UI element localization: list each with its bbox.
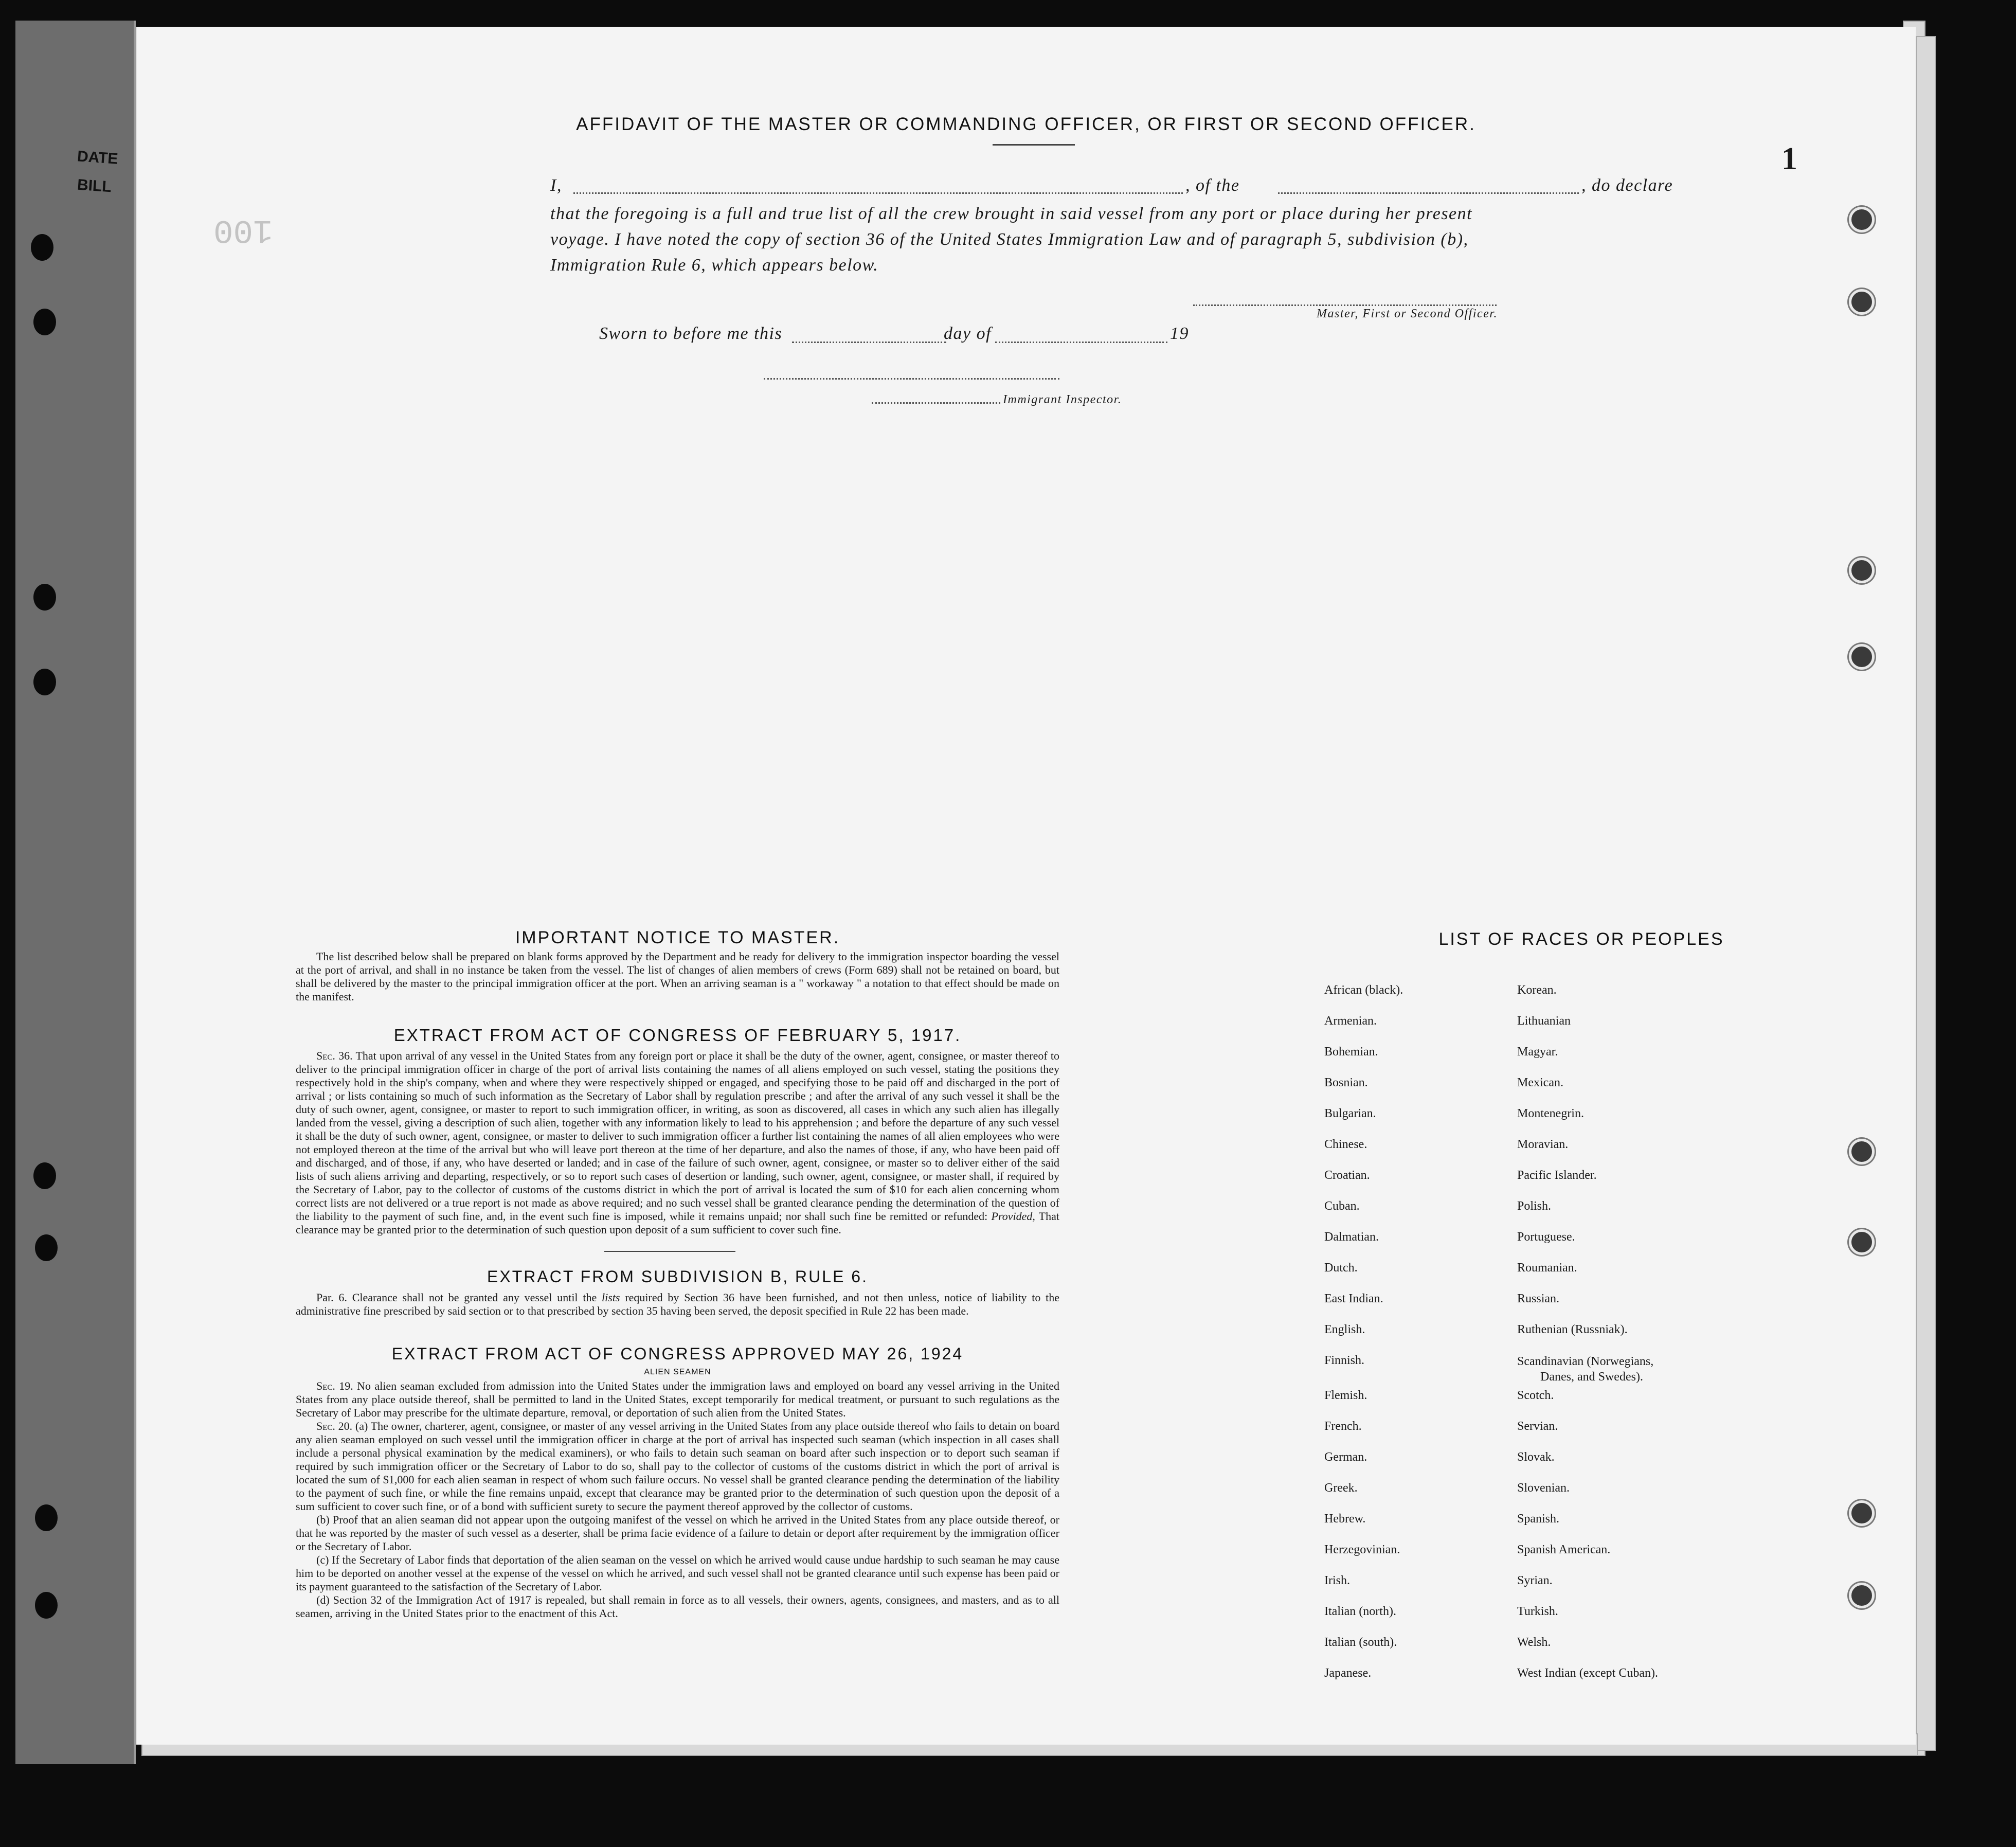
punch-hole xyxy=(33,1162,56,1189)
sworn-year: 19 xyxy=(1170,324,1189,343)
binder-ring xyxy=(1849,1583,1875,1608)
affidavit-of-the: , of the xyxy=(1185,176,1240,195)
race-item: Greek. xyxy=(1324,1481,1358,1495)
race-item: Italian (north). xyxy=(1324,1605,1396,1618)
binder-ring xyxy=(1849,289,1875,315)
month-blank xyxy=(995,342,1167,343)
race-item: Armenian. xyxy=(1324,1014,1377,1028)
punch-hole xyxy=(33,669,56,695)
race-item: Croatian. xyxy=(1324,1169,1370,1182)
punch-hole xyxy=(33,584,56,611)
binder-ring xyxy=(1849,644,1875,670)
race-item: Lithuanian xyxy=(1517,1014,1571,1028)
extract-1924-subtitle: ALIEN SEAMEN xyxy=(644,1368,711,1376)
vessel-blank xyxy=(1278,192,1579,194)
races-right-column xyxy=(1517,983,1658,1697)
punch-hole xyxy=(35,1504,58,1531)
race-item: Herzegovinian. xyxy=(1324,1543,1400,1556)
race-item: Roumanian. xyxy=(1517,1261,1577,1275)
race-item: Polish. xyxy=(1517,1199,1552,1213)
affidavit-body-2: voyage. I have noted the copy of section 36 of the United States Immigration Law and of paragraph 5, subdivision (b), xyxy=(550,230,1469,249)
punch-hole xyxy=(31,234,53,261)
race-item: Slovak. xyxy=(1517,1450,1555,1464)
affidavit-do-declare: , do declare xyxy=(1581,176,1673,195)
race-item: Cuban. xyxy=(1324,1199,1360,1213)
race-item: Welsh. xyxy=(1517,1636,1551,1649)
punch-hole xyxy=(35,1592,58,1619)
race-item: Moravian. xyxy=(1517,1138,1569,1151)
race-item: Bohemian. xyxy=(1324,1045,1378,1059)
race-item: French. xyxy=(1324,1420,1362,1433)
race-item: Magyar. xyxy=(1517,1045,1558,1059)
race-item: Montenegrin. xyxy=(1517,1107,1584,1120)
race-item: German. xyxy=(1324,1450,1367,1464)
race-item: Irish. xyxy=(1324,1574,1350,1587)
binder-strip xyxy=(15,21,136,1764)
race-item: Bosnian. xyxy=(1324,1076,1368,1089)
binder-ring xyxy=(1849,207,1875,232)
affidavit-i: I, xyxy=(550,176,562,195)
extract-rule6-text: Par. 6. Clearance shall not be granted any vessel until the lists required by Section 36 have been furnished, and not then unless, notice of liability to the administrative fine prescribed by said section or to that prescribed by section 35 having been served, the deposit specified in Rule 22 has been made. xyxy=(296,1291,1060,1317)
race-item: Slovenian. xyxy=(1517,1481,1570,1495)
race-item: Spanish. xyxy=(1517,1512,1560,1526)
race-item: Dutch. xyxy=(1324,1261,1358,1275)
notice-text: The list described below shall be prepared on blank forms approved by the Department and be ready for delivery to the immigration inspector boarding the vessel at the port of arrival, and shall in no instance be taken from the vessel. The list of changes of alien members of crews (Form 689) shall not be retained on board, but shall be delivered by the master to the principal immigration officer at the port. When an arriving seaman is a " workaway " a notation to that effect should be made on the manifest. xyxy=(296,950,1059,1003)
race-item: Chinese. xyxy=(1324,1138,1367,1151)
form-page xyxy=(136,27,1916,1745)
extract-1917-title: EXTRACT FROM ACT OF CONGRESS OF FEBRUARY 5, 1917. xyxy=(393,1026,962,1045)
binder-ring xyxy=(1849,1139,1875,1164)
punch-hole xyxy=(35,1234,58,1261)
race-item: Korean. xyxy=(1517,983,1557,997)
inspector-label: Immigrant Inspector. xyxy=(1003,393,1122,406)
signature-blank xyxy=(1193,304,1497,306)
race-item: Italian (south). xyxy=(1324,1636,1397,1649)
race-item: Portuguese. xyxy=(1517,1230,1575,1244)
extract-1917-text: Sec. 36. That upon arrival of any vessel in the United States from any foreign port or place it shall be the duty of the owner, agent, consignee, or master thereof to deliver to the principal immigration officer in charge of the port of arrival lists containing the names of all aliens employed on such vessel, stating the positions they respectively hold in the ship's company, when and where they were respectively shipped or engaged, and specifying those to be paid off and discharged in the port of arrival ; or lists containing so much of such information as the Secretary of Labor shall by regulation prescribe ; and after the arrival of any such vessel it shall be the duty of such owner, agent, consignee, or master to report to such immigration officer, in writing, as soon as discovered, all cases in which any such alien has illegally landed from the vessel, giving a description of such alien, together with any information likely to lead to his apprehension ; and before the departure of any such vessel it shall be the duty of such owner, agent, consignee, or master to deliver to such immigration officer a further list containing the names of all alien employees who were not employed thereon at the time of the arrival but who will leave port thereon at the time of her departure, and also the names of those, if any, who have been paid off and discharged, and of those, if any, who have deserted or landed; and in case of the failure of such owner, agent, consignee, or master so to deliver either of the said lists of such aliens arriving and departing, respectively, or so to report such cases of desertion or landing, such owner, agent, consignee, or master shall, if required by the Secretary of Labor, pay to the collector of customs of the customs district in which the port of arrival is located the sum of $10 for each alien concerning whom correct lists are not delivered or a true report is not made as above required; and no such vessel shall be granted clearance pending the determination of the question of the liability to the payment of such fine, and, in the event such fine is imposed, while it remains unpaid; nor shall such fine be remitted or refunded: Provided, That clearance may be granted prior to the determination of such question upon deposit of a sum sufficient to cover such fine. xyxy=(296,1049,1059,1236)
notice-title: IMPORTANT NOTICE TO MASTER. xyxy=(515,928,840,947)
inspector-blank xyxy=(764,378,1059,380)
bleed-through-number: 100 xyxy=(213,211,273,248)
race-item: Scandinavian (Norwegians, xyxy=(1517,1355,1654,1368)
extract-1924-title: EXTRACT FROM ACT OF CONGRESS APPROVED MAY 26, 1924 xyxy=(391,1344,964,1363)
race-item: East Indian. xyxy=(1324,1292,1383,1305)
extract-1924-text: Sec. 19. No alien seaman excluded from admission into the United States under the immigration laws and employed on board any vessel arriving in the United States from any place outside thereof, shall be permitted to land in the United States, except temporarily for medical treatment, or pursuant to such regulations as the Secretary of Labor may prescribe for the ultimate departure, removal, or deportation of such alien from the United States. Sec. 20. (a) The owner, charterer, agent, consignee, or master of any vessel arriving in the United States from any place outside thereof who fails to detain on board any alien seaman employed on such vessel until the immigration officer in charge at the port of arrival has inspected such seaman (which inspection in all cases shall include a personal physical examination by the medical examiners), or who fails to detain such seaman on board after such inspection or to deport such seaman if required by such immigration officer or the Secretary of Labor to do so, shall pay to the collector of customs of the customs district in which the port of arrival is located the sum of $1,000 for each alien seaman in respect of whom such failure occurs. No vessel shall be granted clearance pending the determination of the liability to the payment of such fine, or while the fine remains unpaid, except that clearance may be granted prior to the determination of such question upon the deposit of a sum sufficient to cover such fine, or of a bond with sufficient surety to secure the payment thereof approved by the collector of customs. (b) Proof that an alien seaman did not appear upon the outgoing manifest of the vessel on which he arrived in the United States from any place outside thereof, or that he was reported by the master of such vessel as a deserter, shall be prima facie evidence of a failure to detain or deport after requirement by the immigration officer or the Secretary of Labor. (c) If the Secretary of Labor finds that deportation of the alien seaman on the vessel on which he arrived would cause undue hardship to such seaman he may cause him to be deported on another vessel at the expense of the vessel on which he arrived, and such vessel shall not be granted clearance until such expense has been paid or its payment guaranteed to the satisfaction of the Secretary of Labor. (d) Section 32 of the Immigration Act of 1917 is repealed, but shall remain in force as to all vessels, their owners, agents, consignees, and masters, and as to all seamen, arriving in the United States prior to the enactment of this Act. xyxy=(296,1379,1059,1620)
race-item: African (black). xyxy=(1324,983,1403,997)
race-item: Syrian. xyxy=(1517,1574,1553,1587)
affidavit-title: AFFIDAVIT OF THE MASTER OR COMMANDING OFFICER, OR FIRST OR SECOND OFFICER. xyxy=(576,114,1476,134)
binder-ring xyxy=(1849,1500,1875,1526)
divider xyxy=(993,144,1075,146)
race-item: Danes, and Swedes). xyxy=(1540,1370,1643,1384)
races-title: LIST OF RACES OR PEOPLES xyxy=(1438,929,1724,949)
extract-rule6-title: EXTRACT FROM SUBDIVISION B, RULE 6. xyxy=(487,1267,868,1286)
race-item: Mexican. xyxy=(1517,1076,1563,1089)
race-item: Servian. xyxy=(1517,1420,1558,1433)
stamp-date: DATE xyxy=(76,148,119,168)
binder-ring xyxy=(1849,1229,1875,1255)
race-item: Turkish. xyxy=(1517,1605,1558,1618)
affidavit-body-3: Immigration Rule 6, which appears below. xyxy=(550,256,879,275)
affidavit-body-1: that the foregoing is a full and true list of all the crew brought in said vessel from any port or place during her present xyxy=(550,204,1473,223)
race-item: English. xyxy=(1324,1323,1365,1336)
binder-ring xyxy=(1849,558,1875,583)
folio-mark: 1 xyxy=(1781,141,1797,176)
race-item: Russian. xyxy=(1517,1292,1560,1305)
stamp-bill: BILL xyxy=(76,176,112,196)
race-item: Pacific Islander. xyxy=(1517,1169,1597,1182)
name-blank xyxy=(573,192,1183,194)
sworn-text: Sworn to before me this xyxy=(599,324,783,343)
punch-hole xyxy=(33,309,56,335)
race-item: Flemish. xyxy=(1324,1389,1367,1402)
day-blank xyxy=(792,342,946,343)
divider xyxy=(604,1251,735,1252)
race-item: Ruthenian (Russniak). xyxy=(1517,1323,1628,1336)
race-item: Bulgarian. xyxy=(1324,1107,1376,1120)
page-edge xyxy=(1916,36,1936,1751)
race-item: Scotch. xyxy=(1517,1389,1554,1402)
race-item: Japanese. xyxy=(1324,1666,1372,1680)
race-item: Finnish. xyxy=(1324,1354,1365,1367)
signature-label: Master, First or Second Officer. xyxy=(1317,307,1498,320)
race-item: Hebrew. xyxy=(1324,1512,1366,1526)
sworn-day-of: day of xyxy=(944,324,992,343)
race-item: Spanish American. xyxy=(1517,1543,1611,1556)
races-left-column xyxy=(1324,983,1403,1697)
race-item: Dalmatian. xyxy=(1324,1230,1379,1244)
inspector-blank-2 xyxy=(872,402,1000,404)
race-item: West Indian (except Cuban). xyxy=(1517,1666,1658,1680)
